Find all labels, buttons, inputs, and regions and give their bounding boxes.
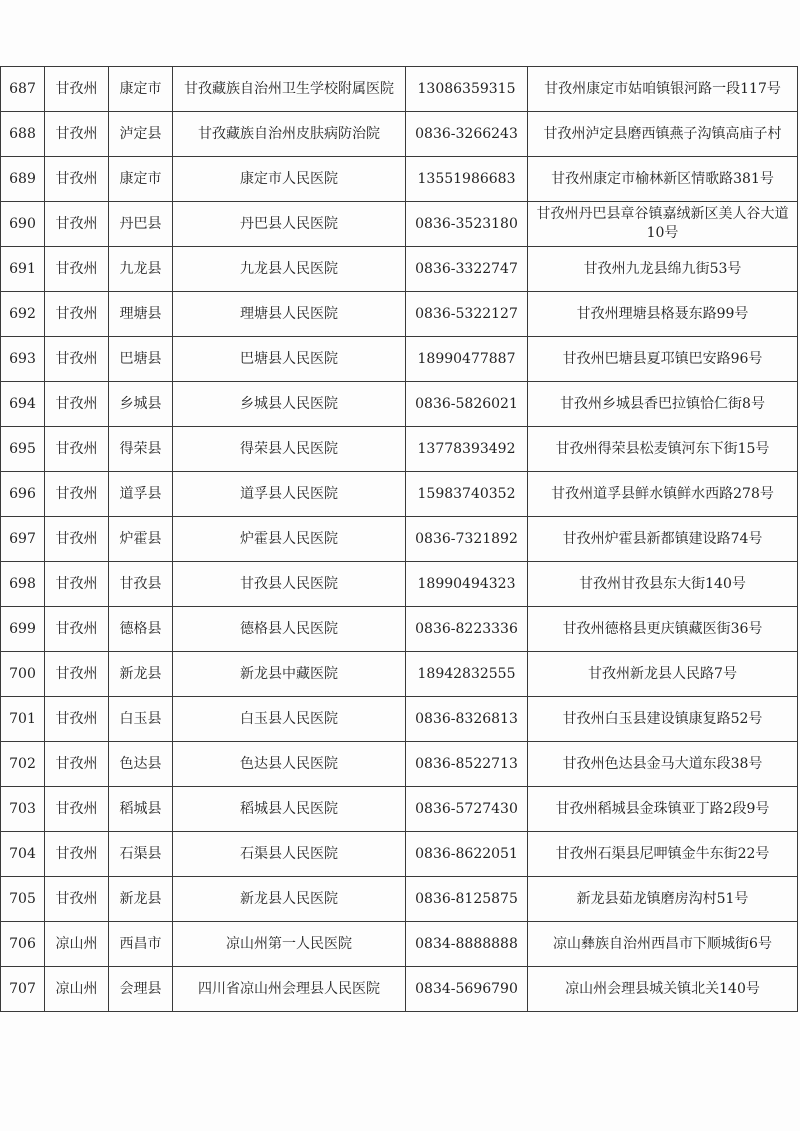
county-cell: 白玉县 (109, 697, 173, 742)
county-cell: 色达县 (109, 742, 173, 787)
row-number-cell: 691 (1, 247, 45, 292)
table-row (1, 562, 798, 607)
address-cell: 甘孜州康定市姑咱镇银河路一段117号 (528, 67, 798, 112)
table-row (1, 742, 798, 787)
address-cell: 甘孜州康定市榆林新区情歌路381号 (528, 157, 798, 202)
phone-cell: 0836-8125875 (406, 877, 528, 922)
hospital-name-cell: 巴塘县人民医院 (173, 337, 406, 382)
table-row (1, 787, 798, 832)
row-number-cell: 702 (1, 742, 45, 787)
address-cell: 凉山州会理县城关镇北关140号 (528, 967, 798, 1012)
address-cell: 甘孜州道孚县鲜水镇鲜水西路278号 (528, 472, 798, 517)
county-cell: 九龙县 (109, 247, 173, 292)
table-row (1, 67, 798, 112)
hospital-name-cell: 新龙县中藏医院 (173, 652, 406, 697)
address-cell: 甘孜州丹巴县章谷镇嘉绒新区美人谷大道10号 (528, 202, 798, 247)
address-cell: 甘孜州新龙县人民路7号 (528, 652, 798, 697)
table-row (1, 382, 798, 427)
county-cell: 乡城县 (109, 382, 173, 427)
address-cell: 甘孜州泸定县磨西镇燕子沟镇高庙子村 (528, 112, 798, 157)
table-row (1, 922, 798, 967)
address-cell: 甘孜州得荣县松麦镇河东下街15号 (528, 427, 798, 472)
row-number-cell: 699 (1, 607, 45, 652)
hospital-name-cell: 德格县人民医院 (173, 607, 406, 652)
hospital-name-cell: 凉山州第一人民医院 (173, 922, 406, 967)
county-cell: 稻城县 (109, 787, 173, 832)
row-number-cell: 706 (1, 922, 45, 967)
city-cell: 甘孜州 (45, 382, 109, 427)
city-cell: 甘孜州 (45, 427, 109, 472)
row-number-cell: 701 (1, 697, 45, 742)
hospital-name-cell: 乡城县人民医院 (173, 382, 406, 427)
row-number-cell: 700 (1, 652, 45, 697)
city-cell: 甘孜州 (45, 472, 109, 517)
county-cell: 丹巴县 (109, 202, 173, 247)
county-cell: 道孚县 (109, 472, 173, 517)
county-cell: 会理县 (109, 967, 173, 1012)
table-row (1, 427, 798, 472)
city-cell: 凉山州 (45, 922, 109, 967)
hospital-name-cell: 丹巴县人民医院 (173, 202, 406, 247)
address-cell: 甘孜州理塘县格聂东路99号 (528, 292, 798, 337)
county-cell: 新龙县 (109, 652, 173, 697)
row-number-cell: 703 (1, 787, 45, 832)
hospital-name-cell: 康定市人民医院 (173, 157, 406, 202)
phone-cell: 18990494323 (406, 562, 528, 607)
phone-cell: 0836-8622051 (406, 832, 528, 877)
table-row (1, 112, 798, 157)
city-cell: 甘孜州 (45, 292, 109, 337)
phone-cell: 0836-5322127 (406, 292, 528, 337)
phone-cell: 18990477887 (406, 337, 528, 382)
address-cell: 甘孜州炉霍县新都镇建设路74号 (528, 517, 798, 562)
county-cell: 巴塘县 (109, 337, 173, 382)
row-number-cell: 704 (1, 832, 45, 877)
county-cell: 泸定县 (109, 112, 173, 157)
hospital-name-cell: 得荣县人民医院 (173, 427, 406, 472)
city-cell: 甘孜州 (45, 157, 109, 202)
hospital-name-cell: 色达县人民医院 (173, 742, 406, 787)
county-cell: 西昌市 (109, 922, 173, 967)
hospital-name-cell: 甘孜藏族自治州卫生学校附属医院 (173, 67, 406, 112)
hospital-name-cell: 新龙县人民医院 (173, 877, 406, 922)
city-cell: 甘孜州 (45, 562, 109, 607)
phone-cell: 0836-8522713 (406, 742, 528, 787)
hospital-table (0, 66, 798, 1012)
row-number-cell: 705 (1, 877, 45, 922)
hospital-name-cell: 九龙县人民医院 (173, 247, 406, 292)
table-row (1, 877, 798, 922)
city-cell: 甘孜州 (45, 877, 109, 922)
address-cell: 甘孜州白玉县建设镇康复路52号 (528, 697, 798, 742)
table-row (1, 967, 798, 1012)
phone-cell: 15983740352 (406, 472, 528, 517)
phone-cell: 0836-3266243 (406, 112, 528, 157)
address-cell: 甘孜州德格县更庆镇藏医街36号 (528, 607, 798, 652)
row-number-cell: 687 (1, 67, 45, 112)
phone-cell: 0834-8888888 (406, 922, 528, 967)
phone-cell: 0836-8223336 (406, 607, 528, 652)
city-cell: 甘孜州 (45, 202, 109, 247)
address-cell: 甘孜州稻城县金珠镇亚丁路2段9号 (528, 787, 798, 832)
city-cell: 甘孜州 (45, 787, 109, 832)
address-cell: 凉山彝族自治州西昌市下顺城街6号 (528, 922, 798, 967)
hospital-name-cell: 甘孜藏族自治州皮肤病防治院 (173, 112, 406, 157)
row-number-cell: 707 (1, 967, 45, 1012)
hospital-name-cell: 理塘县人民医院 (173, 292, 406, 337)
table-row (1, 247, 798, 292)
county-cell: 康定市 (109, 157, 173, 202)
row-number-cell: 694 (1, 382, 45, 427)
table-row (1, 157, 798, 202)
county-cell: 理塘县 (109, 292, 173, 337)
city-cell: 甘孜州 (45, 652, 109, 697)
hospital-name-cell: 甘孜县人民医院 (173, 562, 406, 607)
hospital-name-cell: 炉霍县人民医院 (173, 517, 406, 562)
hospital-name-cell: 石渠县人民医院 (173, 832, 406, 877)
phone-cell: 13086359315 (406, 67, 528, 112)
row-number-cell: 693 (1, 337, 45, 382)
row-number-cell: 688 (1, 112, 45, 157)
row-number-cell: 698 (1, 562, 45, 607)
row-number-cell: 690 (1, 202, 45, 247)
table-row (1, 202, 798, 247)
row-number-cell: 695 (1, 427, 45, 472)
table-row (1, 292, 798, 337)
table-row (1, 832, 798, 877)
county-cell: 炉霍县 (109, 517, 173, 562)
phone-cell: 0836-5826021 (406, 382, 528, 427)
hospital-name-cell: 白玉县人民医院 (173, 697, 406, 742)
county-cell: 石渠县 (109, 832, 173, 877)
address-cell: 新龙县茹龙镇磨房沟村51号 (528, 877, 798, 922)
city-cell: 凉山州 (45, 967, 109, 1012)
phone-cell: 0836-5727430 (406, 787, 528, 832)
address-cell: 甘孜州甘孜县东大街140号 (528, 562, 798, 607)
city-cell: 甘孜州 (45, 337, 109, 382)
county-cell: 德格县 (109, 607, 173, 652)
county-cell: 甘孜县 (109, 562, 173, 607)
hospital-name-cell: 道孚县人民医院 (173, 472, 406, 517)
table-row (1, 607, 798, 652)
phone-cell: 13551986683 (406, 157, 528, 202)
row-number-cell: 696 (1, 472, 45, 517)
phone-cell: 13778393492 (406, 427, 528, 472)
row-number-cell: 689 (1, 157, 45, 202)
address-cell: 甘孜州色达县金马大道东段38号 (528, 742, 798, 787)
phone-cell: 0834-5696790 (406, 967, 528, 1012)
county-cell: 新龙县 (109, 877, 173, 922)
phone-cell: 0836-3523180 (406, 202, 528, 247)
city-cell: 甘孜州 (45, 697, 109, 742)
phone-cell: 0836-8326813 (406, 697, 528, 742)
city-cell: 甘孜州 (45, 247, 109, 292)
address-cell: 甘孜州石渠县尼呷镇金牛东街22号 (528, 832, 798, 877)
row-number-cell: 697 (1, 517, 45, 562)
address-cell: 甘孜州巴塘县夏邛镇巴安路96号 (528, 337, 798, 382)
address-cell: 甘孜州乡城县香巴拉镇恰仁街8号 (528, 382, 798, 427)
phone-cell: 0836-3322747 (406, 247, 528, 292)
table-row (1, 517, 798, 562)
city-cell: 甘孜州 (45, 742, 109, 787)
hospital-name-cell: 四川省凉山州会理县人民医院 (173, 967, 406, 1012)
city-cell: 甘孜州 (45, 517, 109, 562)
table-row (1, 652, 798, 697)
phone-cell: 0836-7321892 (406, 517, 528, 562)
city-cell: 甘孜州 (45, 832, 109, 877)
phone-cell: 18942832555 (406, 652, 528, 697)
city-cell: 甘孜州 (45, 607, 109, 652)
hospital-name-cell: 稻城县人民医院 (173, 787, 406, 832)
address-cell: 甘孜州九龙县绵九街53号 (528, 247, 798, 292)
table-row (1, 697, 798, 742)
table-row (1, 337, 798, 382)
county-cell: 康定市 (109, 67, 173, 112)
hospital-table-body (1, 67, 798, 1012)
city-cell: 甘孜州 (45, 67, 109, 112)
row-number-cell: 692 (1, 292, 45, 337)
county-cell: 得荣县 (109, 427, 173, 472)
table-row (1, 472, 798, 517)
city-cell: 甘孜州 (45, 112, 109, 157)
